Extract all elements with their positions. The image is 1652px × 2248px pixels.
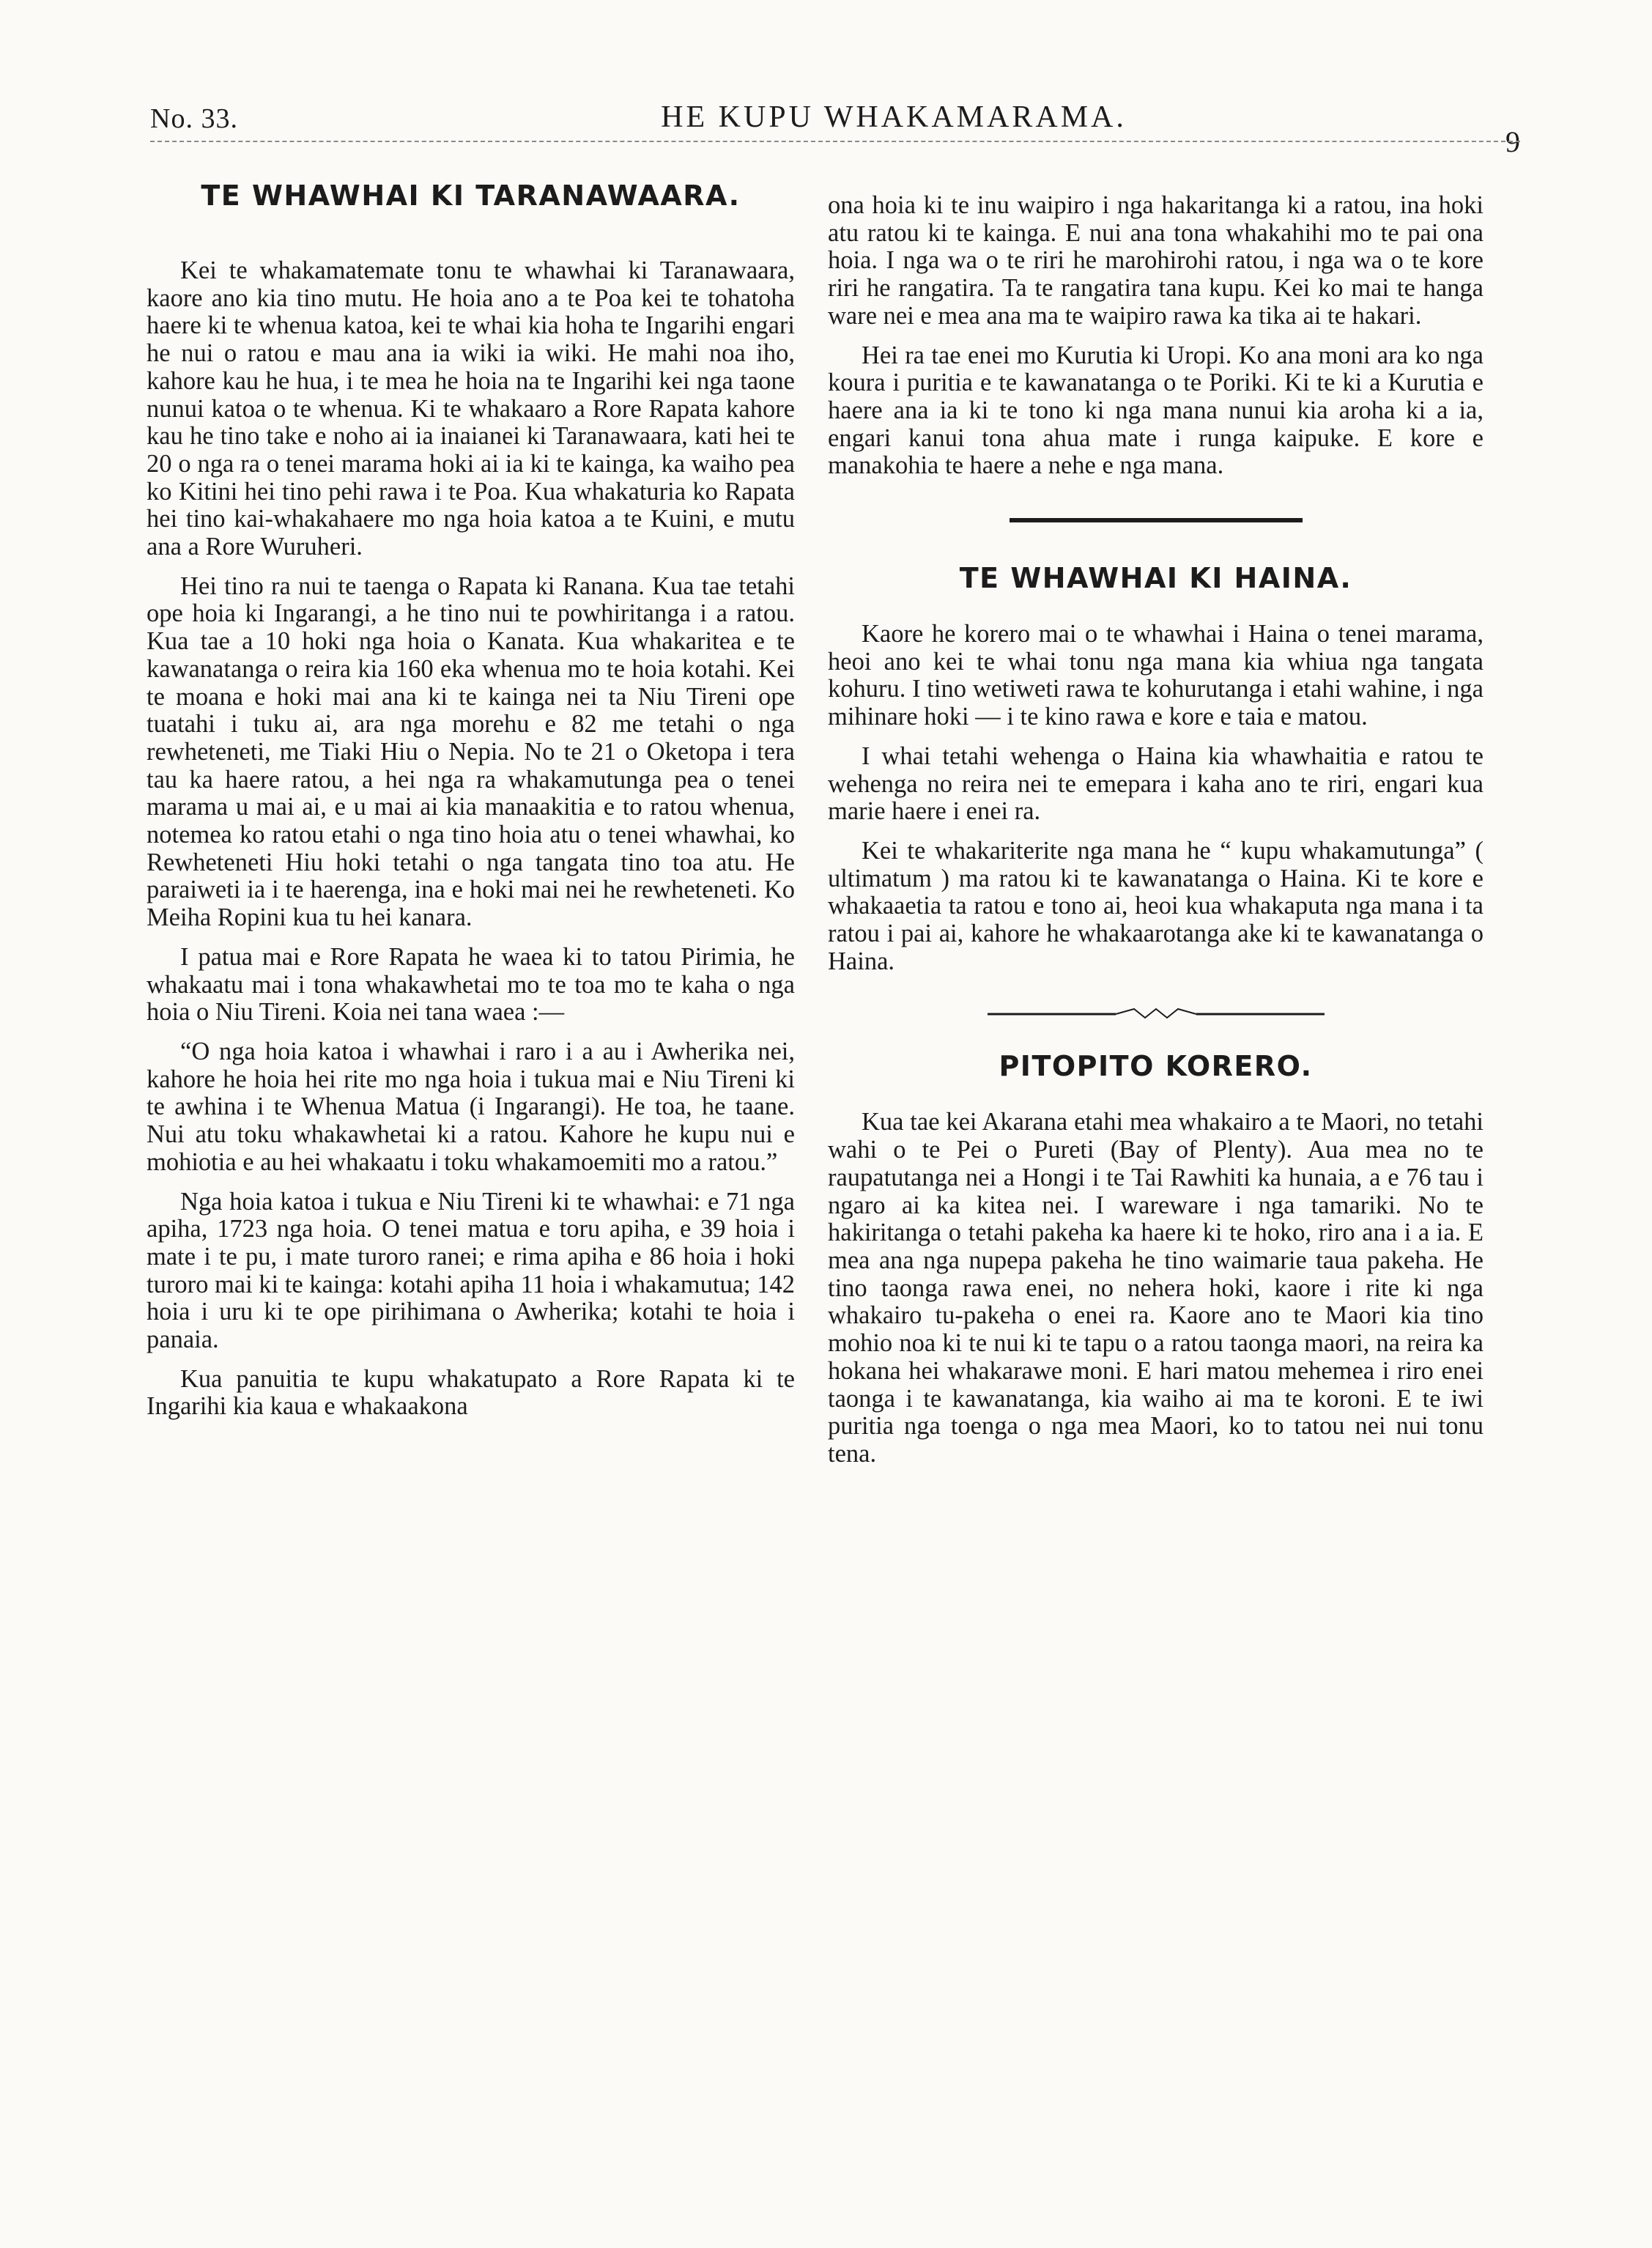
quoted-telegram: “O nga hoia katoa i whawhai i raro i a au i Awherika nei, kahore he hoia hei rite mo nga hoia i tukua mai e Niu Tireni ki te awhina i te Whenua Matua (i Ingarangi). He toa, he taane. Nui atu toku whakawhetai ki a ratou. Kahore he kupu nui e mohiotia e au hei whakaatu i toku whakamoemiti mo a ratou.” bbox=[147, 1037, 795, 1176]
article-paragraph: I patua mai e Rore Rapata he waea ki to tatou Pirimia, he whakaatu mai i tona whakawhetai mo te toa mo te kaha o nga hoia o Niu Tireni. Koia nei tana waea :— bbox=[147, 942, 795, 1027]
journal-title: HE KUPU WHAKAMARAMA. bbox=[661, 100, 1127, 134]
article-paragraph: Kei te whakamatemate tonu te whawhai ki Taranawaara, kaore ano kia tino mutu. He hoia ano a te Poa kei te tohatoha haere ki te whenua katoa, kei te whai kia hoha te Ingarihi engari he nui o ratou e mau ana ia wiki ia wiki. He mahi noa iho, kahore kau he hua, i te mea he hoia na te Ingarihi kei nga taone nunui katoa o te whenua. Ki te whakaaro a Rore Rapata kahore kau he tino take e noho ai ia inaianei ki Taranawaara, kati hei te 20 o nga ra o tenei marama hoki ai ia ki te kainga, ka waiho pea ko Kitini hei tino pehi rawa i te Poa. Kua whakaturia ko Rapata hei tino kai-whakahaere mo nga hoia katoa a te Kuini, e mutu ana a Rore Wuruheri. bbox=[147, 256, 795, 561]
section-divider bbox=[1010, 518, 1303, 522]
article-paragraph: Hei ra tae enei mo Kurutia ki Uropi. Ko ana moni ara ko nga koura i puritia e te kawanatanga o te Poriki. Ki te ki a Kurutia e haere ana ia ki te tono ki nga mana nunui kia aroha ki a ia, engari kanui tona ahua mate i runga kaipuke. E kore e manakohia te haere a nehe e nga mana. bbox=[828, 341, 1484, 480]
article-paragraph-continued: ona hoia ki te inu waipiro i nga hakaritanga ki a ratou, ina hoki atu ratou ki te kainga. E nui ana tona whakahihi mo te pai ona hoia. I nga wa o te riri he marohirohi ratou, i nga wa o te kore riri he rangatira. Ta te rangatira tana kupu. Kei ko mai te hanga ware nei e mea ana ma te waipiro rawa ka tika ai te hakari. bbox=[828, 191, 1484, 330]
article-paragraph: Hei tino ra nui te taenga o Rapata ki Ranana. Kua tae tetahi ope hoia ki Ingarangi, a he tino nui te powhiritanga i a ratou. Kua tae a 10 hoki nga hoia o Kanata. Kua whakaritea e te kawanatanga o reira kia 160 eka whenua mo te hoia kotahi. Kei te moana e hoki mai ana ki te kainga nei ta Niu Tireni ope tuatahi i tuku ai, ara nga morehu e 82 me tetahi o nga rewheteneti, me Tiaki Hiu o Nepia. No te 21 o Oketopa i tera tau ka haere ratou, a hei nga ra whakamutunga pea o tenei marama u mai ai, e u mai ai kia manaakitia e to ratou whenua, notemea ko ratou etahi o nga tino hoia atu o tenei whawhai, ko Rewheteneti Hiu hoki tetahi o nga tangata tino toa atu. He paraiweti ia i te haerenga, ina e hoki mai nei he rewheteneti. Ko Meiha Ropini kua tu hei kanara. bbox=[147, 572, 795, 932]
article-paragraph: Nga hoia katoa i tukua e Niu Tireni ki te whawhai: e 71 nga apiha, 1723 nga hoia. O tenei matua e toru apiha, e 39 hoia i mate i te pu, i mate turoro ranei; e rima apiha e 86 hoia i hoki turoro mai ki te kainga: kotahi apiha 11 hoia i whakamutua; 142 hoia i uru ki te ope pirihimana o Awherika; kotahi te hoia i panaia. bbox=[147, 1187, 795, 1354]
ornamental-divider bbox=[988, 1005, 1325, 1024]
article-paragraph: Kaore he korero mai o te whawhai i Haina o tenei marama, heoi ano kei te whai tonu nga mana kia whiua nga tangata kohuru. I tino wetiweti rawa te kohurutanga i etahi wahine, i nga mihinare hoki — i te kino rawa e kore e taia e matou. bbox=[828, 620, 1484, 731]
right-column bbox=[828, 192, 1484, 1480]
issue-number: No. 33. bbox=[150, 103, 238, 134]
running-head bbox=[150, 95, 1520, 158]
left-column bbox=[147, 165, 795, 1432]
article-headline: TE WHAWHAI KI TARANAWAARA. bbox=[201, 180, 741, 212]
article-paragraph: I whai tetahi wehenga o Haina kia whawhaitia e ratou te wehenga no reira nei te emepara i kaha ano te riri, engari kua marie haere i enei ra. bbox=[828, 742, 1484, 826]
header-rule bbox=[150, 141, 1520, 142]
article-paragraph: Kei te whakariterite nga mana he “ kupu whakamutunga” ( ultimatum ) ma ratou ki te kawanatanga o Haina. Ki te kore e whakaaetia ta ratou e tono ai, heoi kua whakaputa nga mana i ta ratou i pai ai, kahore he whakaarotanga ake ki te kawanatanga o Haina. bbox=[828, 836, 1484, 975]
article-headline: PITOPITO KORERO. bbox=[999, 1050, 1313, 1083]
article-headline: TE WHAWHAI KI HAINA. bbox=[959, 562, 1352, 595]
article-paragraph: Kua panuitia te kupu whakatupato a Rore Rapata ki te Ingarihi kia kaua e whakaakona bbox=[147, 1364, 795, 1421]
article-paragraph: Kua tae kei Akarana etahi mea whakairo a te Maori, no tetahi wahi o te Pei o Pureti (Bay of Plenty). Aua mea no te raupatutanga nei a Hongi i te Tai Rawhiti ka hunaia, a e 76 tau i ngaro ai ka kitea nei. I wareware i nga tamariki. No te hakiritanga o tetahi pakeha ka haere ki te hoko, riro ana i a ia. E mea ana nga nupepa pakeha he tino waimarie taua pakeha. He tino taonga rawa enei, no nehera hoki, kaore i rite ki nga whakairo tu-pakeha o enei ra. Kaore ano te Maori kia tino mohio noa ki te nui ki te tapu o a ratou taonga maori, na reira ka hokana hei whakarawe moni. E hari matou mehemea i riro enei taonga i te kawanatanga, kia waiho ai ma te koroni. E te iwi puritia nga toenga o nga mea Maori, ko to tatou nei nui tonu tena. bbox=[828, 1108, 1484, 1468]
page-number: 9 bbox=[1505, 125, 1520, 158]
